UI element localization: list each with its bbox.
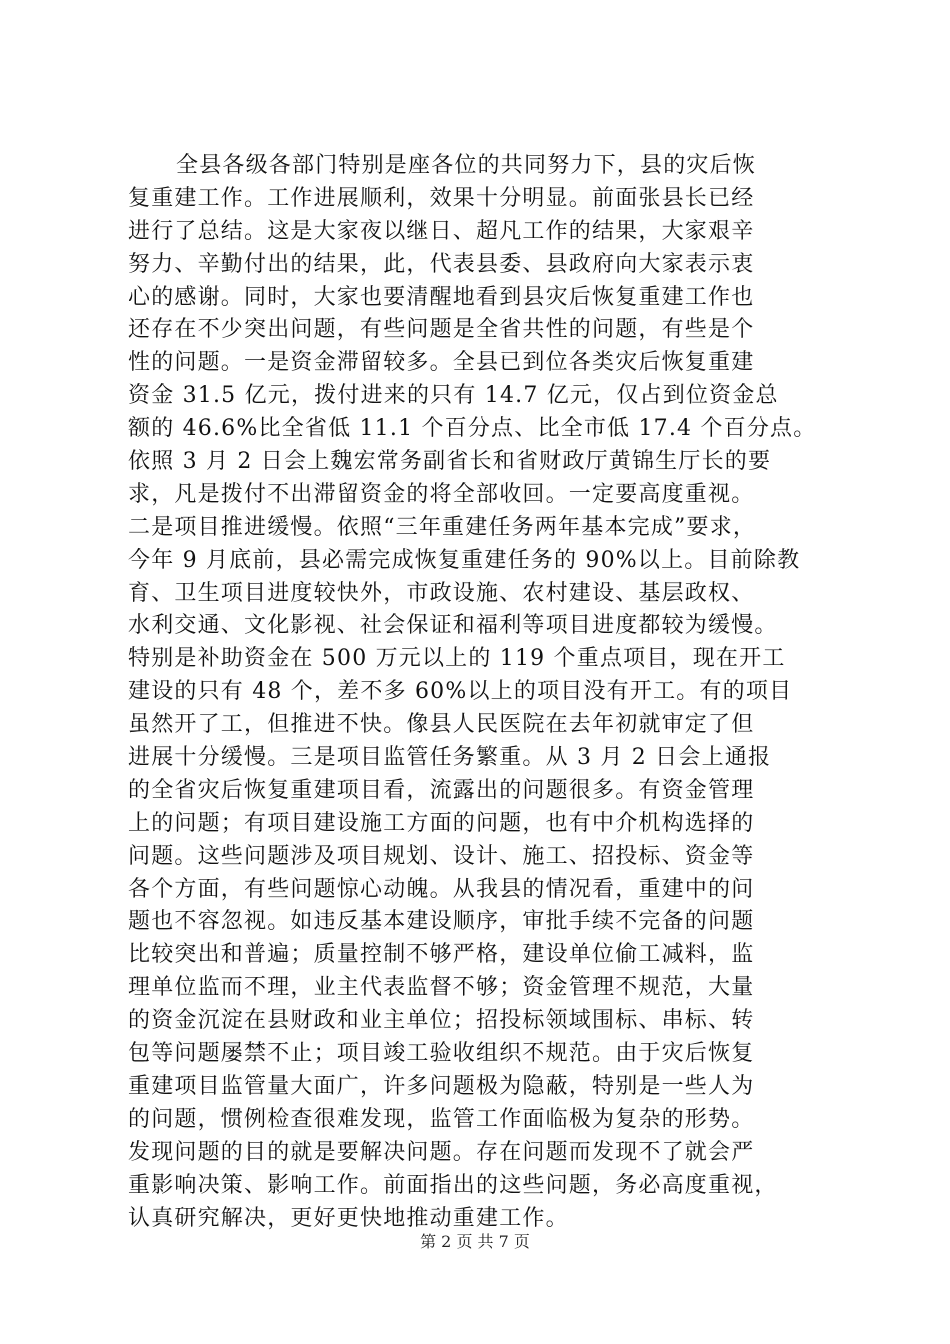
text-line: 特别是补助资金在 500 万元以上的 119 个重点项目，现在开工 (128, 646, 786, 672)
text-line: 今年 9 月底前，县必需完成恢复重建任务的 90%以上。目前除教 (128, 547, 801, 573)
text-line: 努力、辛勤付出的结果，此，代表县委、县政府向大家表示衷 (128, 251, 755, 277)
text-line: 复重建工作。工作进展顺利，效果十分明显。前面张县长已经 (128, 185, 755, 211)
text-line: 题也不容忽视。如违反基本建设顺序，审批手续不完备的问题 (128, 909, 755, 935)
text-line: 还存在不少突出问题，有些问题是全省共性的问题，有些是个 (128, 317, 755, 343)
text-line: 依照 3 月 2 日会上魏宏常务副省长和省财政厅黄锦生厅长的要 (128, 449, 772, 475)
text-line: 虽然开了工，但推进不快。像县人民医院在去年初就审定了但 (128, 712, 755, 738)
text-line: 全县各级各部门特别是座各位的共同努力下，县的灾后恢 (176, 153, 757, 178)
text-line: 建设的只有 48 个，差不多 60%以上的项目没有开工。有的项目 (128, 679, 793, 705)
text-line: 求，凡是拨付不出滞留资金的将全部收回。一定要高度重视。 (128, 481, 755, 507)
text-line: 性的问题。一是资金滞留较多。全县已到位各类灾后恢复重建 (128, 350, 755, 376)
text-line: 资金 31.5 亿元，拨付进来的只有 14.7 亿元，仅占到位资金总 (128, 383, 779, 409)
body-paragraph (128, 150, 828, 1235)
text-line: 问题。这些问题涉及项目规划、设计、施工、招投标、资金等 (128, 843, 755, 869)
text-line: 认真研究解决，更好更快地推动重建工作。 (128, 1205, 569, 1231)
text-line: 上的问题；有项目建设施工方面的问题，也有中介机构选择的 (128, 810, 755, 836)
text-line: 理单位监而不理，业主代表监督不够；资金管理不规范，大量 (128, 975, 755, 1001)
text-line: 二是项目推进缓慢。依照“三年重建任务两年基本完成”要求， (128, 514, 757, 540)
text-line: 重建项目监管量大面广，许多问题极为隐蔽，特别是一些人为 (128, 1073, 755, 1099)
text-line: 的资金沉淀在县财政和业主单位；招投标领域围标、串标、转 (128, 1008, 755, 1034)
text-line: 额的 46.6%比全省低 11.1 个百分点、比全市低 17.4 个百分点。 (128, 416, 817, 442)
text-line: 比较突出和普遍；质量控制不够严格，建设单位偷工减料，监 (128, 942, 755, 968)
text-line: 进行了总结。这是大家夜以继日、超凡工作的结果，大家艰辛 (128, 218, 755, 244)
text-line: 的全省灾后恢复重建项目看，流露出的问题很多。有资金管理 (128, 777, 755, 803)
text-line: 心的感谢。同时，大家也要清醒地看到县灾后恢复重建工作也 (128, 284, 755, 310)
text-line: 水利交通、文化影视、社会保证和福利等项目进度都较为缓慢。 (128, 613, 778, 639)
text-line: 重影响决策、影响工作。前面指出的这些问题，务必高度重视， (128, 1172, 778, 1198)
text-line: 包等问题屡禁不止；项目竣工验收组织不规范。由于灾后恢复 (128, 1041, 755, 1067)
text-line: 育、卫生项目进度较快外，市政设施、农村建设、基层政权、 (128, 580, 755, 606)
page-number: 第 2 页 共 7 页 (420, 1232, 530, 1251)
text-line: 进展十分缓慢。三是项目监管任务繁重。从 3 月 2 日会上通报 (128, 745, 772, 771)
text-line: 各个方面，有些问题惊心动魄。从我县的情况看，重建中的问 (128, 876, 755, 902)
text-line: 的问题，惯例检查很难发现，监管工作面临极为复杂的形势。 (128, 1106, 755, 1132)
text-line: 发现问题的目的就是要解决问题。存在问题而发现不了就会严 (128, 1139, 755, 1165)
